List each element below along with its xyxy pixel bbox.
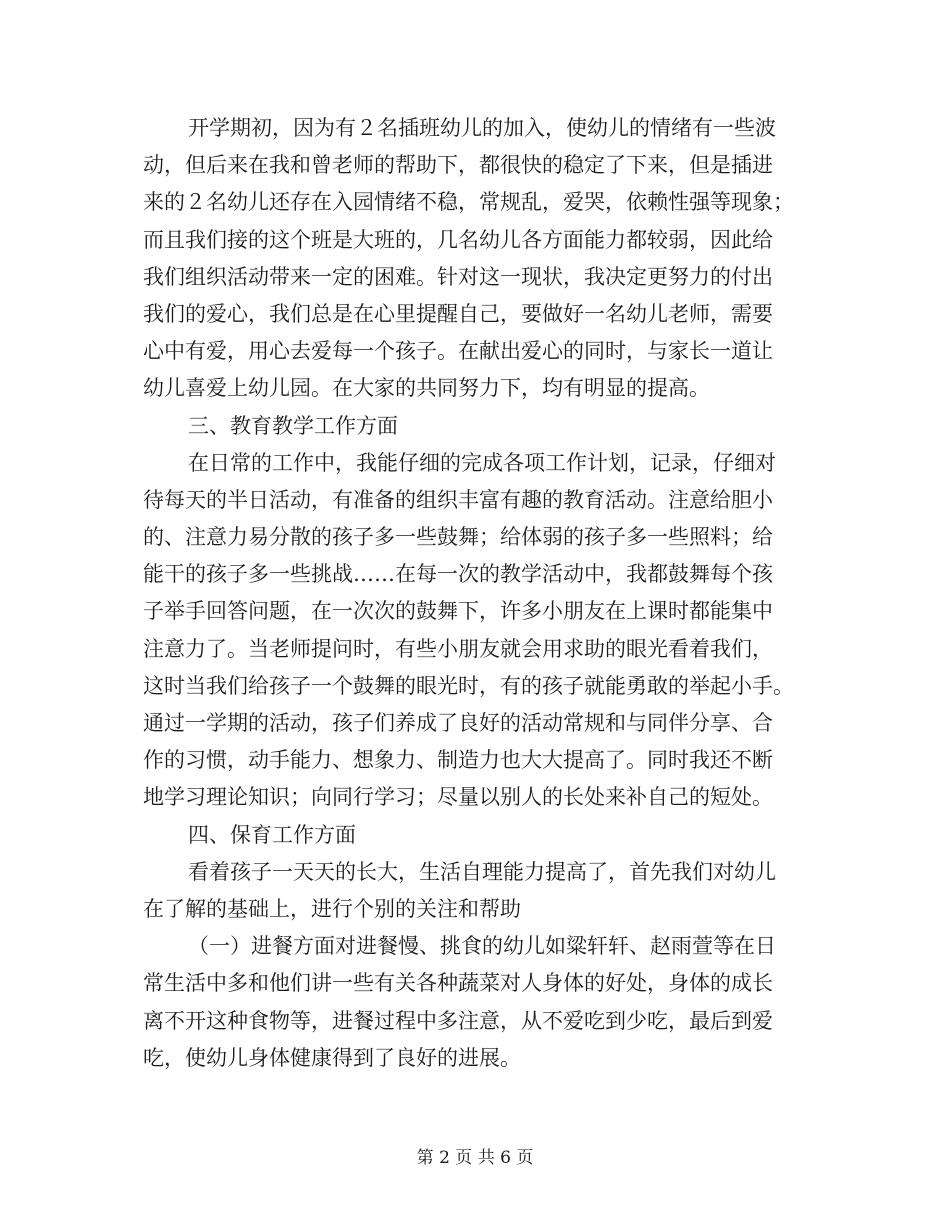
paragraph-line: 我们的爱心，我们总是在心里提醒自己，要做好一名幼儿老师，需要	[143, 301, 773, 326]
paragraph-line: 子举手回答问题，在一次次的鼓舞下，许多小朋友在上课时都能集中	[143, 599, 773, 624]
paragraph-line: 心中有爱，用心去爱每一个孩子。在献出爱心的同时，与家长一道让	[143, 339, 773, 364]
page-number-footer: 第 2 页 共 6 页	[416, 1148, 534, 1168]
paragraph-line: 的、注意力易分散的孩子多一些鼓舞；给体弱的孩子多一些照料；给	[143, 525, 773, 550]
paragraph-line: 而且我们接的这个班是大班的，几名幼儿各方面能力都较弱，因此给	[143, 227, 773, 252]
paragraph-line: 待每天的半日活动，有准备的组织丰富有趣的教育活动。注意给胆小	[143, 487, 773, 512]
paragraph-line: 在了解的基础上，进行个别的关注和帮助	[143, 896, 521, 921]
paragraph-line: 动，但后来在我和曾老师的帮助下，都很快的稳定了下来，但是插进	[143, 153, 773, 178]
paragraph-line: 常生活中多和他们讲一些有关各种蔬菜对人身体的好处，身体的成长	[143, 971, 773, 996]
paragraph-line: 作的习惯，动手能力、想象力、制造力也大大提高了。同时我还不断	[143, 748, 773, 773]
paragraph-line: 吃，使幼儿身体健康得到了良好的进展。	[143, 1045, 521, 1070]
paragraph-line: 在日常的工作中，我能仔细的完成各项工作计划，记录，仔细对	[188, 450, 776, 475]
paragraph-line: 这时当我们给孩子一个鼓舞的眼光时，有的孩子就能勇敢的举起小手。	[143, 673, 794, 698]
paragraph-line: 我们组织活动带来一定的困难。针对这一现状，我决定更努力的付出	[143, 264, 773, 289]
paragraph-line: 能干的孩子多一些挑战……在每一次的教学活动中，我都鼓舞每个孩	[143, 562, 773, 587]
paragraph-line: 注意力了。当老师提问时，有些小朋友就会用求助的眼光看着我们，	[143, 636, 773, 661]
paragraph-line: 幼儿喜爱上幼儿园。在大家的共同努力下，均有明显的提高。	[143, 376, 710, 401]
paragraph-line: 来的２名幼儿还存在入园情绪不稳，常规乱，爱哭，依赖性强等现象；	[143, 190, 794, 215]
paragraph-line: 通过一学期的活动，孩子们养成了良好的活动常规和与同伴分享、合	[143, 711, 773, 735]
paragraph-line: 离不开这种食物等，进餐过程中多注意，从不爱吃到少吃，最后到爱	[143, 1008, 773, 1033]
section-heading: 三、教育教学工作方面	[188, 413, 398, 438]
paragraph-line: 地学习理论知识；向同行学习；尽量以别人的长处来补自己的短处。	[143, 785, 773, 810]
document-body	[143, 110, 805, 1077]
paragraph-line: （一）进餐方面对进餐慢、挑食的幼儿如粱轩轩、赵雨萱等在日	[188, 934, 776, 959]
section-heading: 四、保育工作方面	[188, 822, 356, 847]
paragraph-line: 看着孩子一天天的长大，生活自理能力提高了，首先我们对幼儿	[188, 859, 776, 884]
paragraph-line: 开学期初，因为有２名插班幼儿的加入，使幼儿的情绪有一些波	[188, 116, 776, 140]
